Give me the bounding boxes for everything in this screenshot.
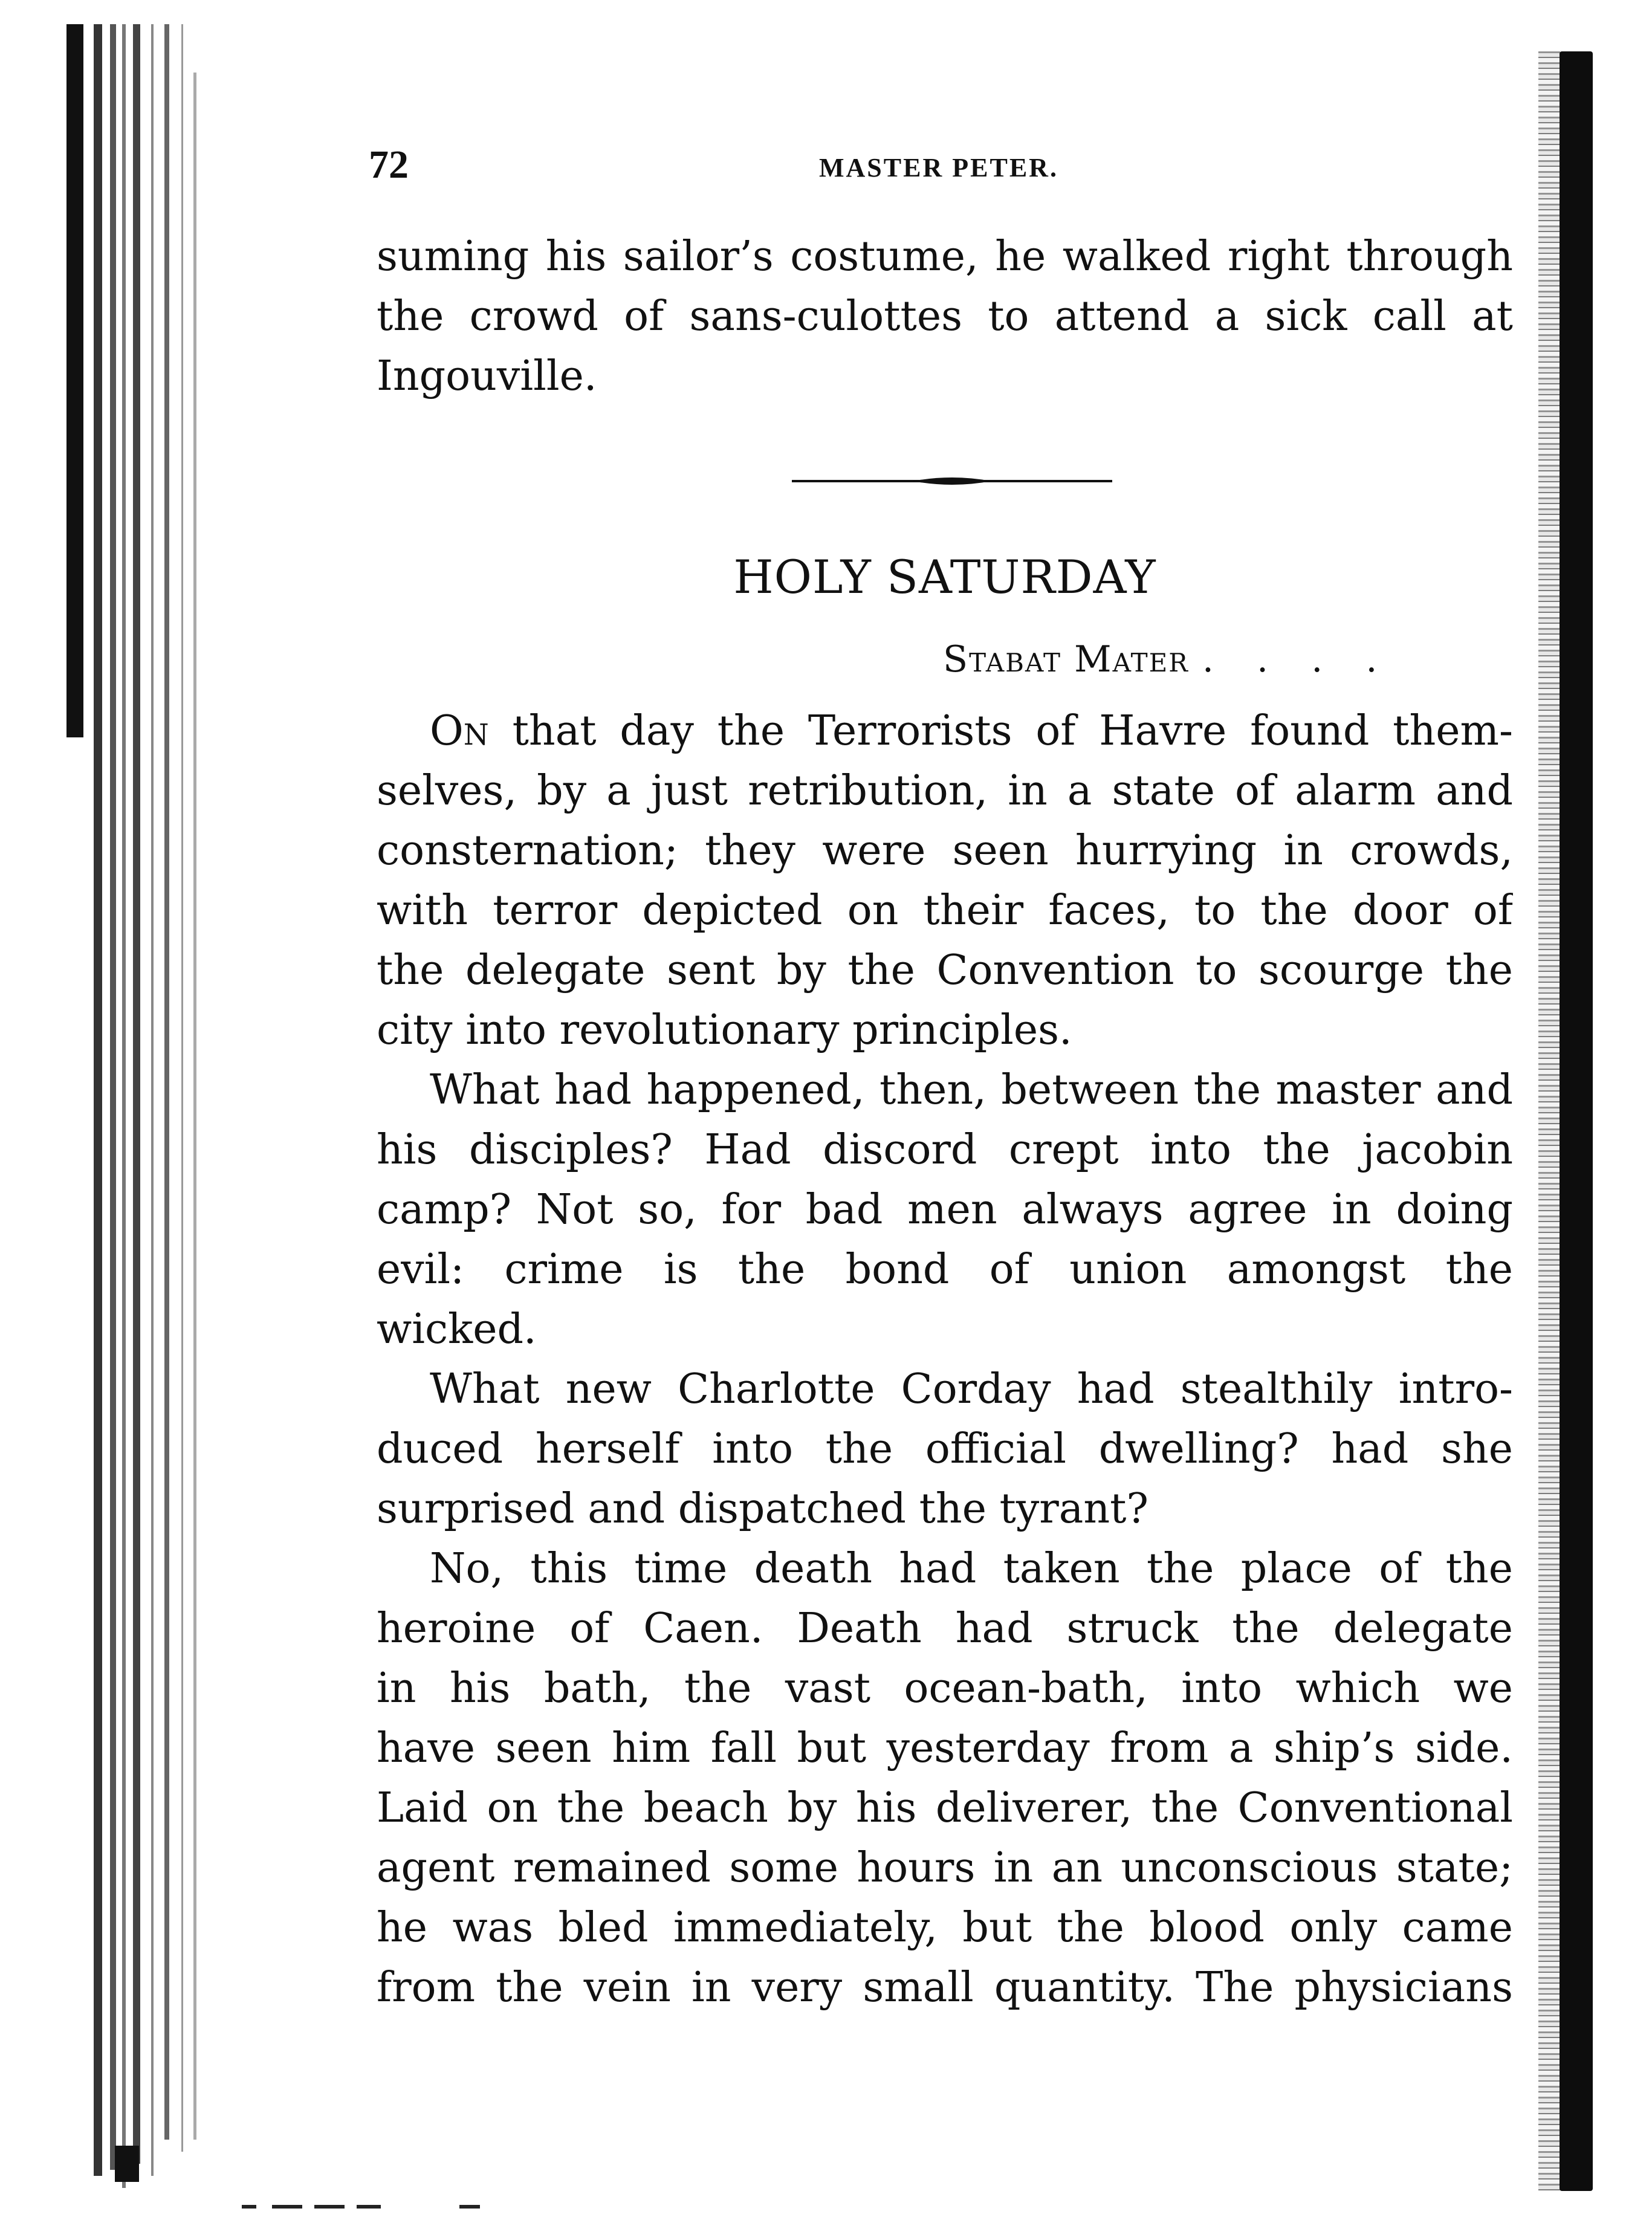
chapter-body xyxy=(377,701,1513,2018)
text-line xyxy=(377,701,1513,761)
section-divider-ornament xyxy=(792,475,1112,487)
text-line: What new Charlotte Corday had stealthily intro- xyxy=(430,1365,1513,1413)
continuation-paragraph xyxy=(377,227,1513,406)
text-line: from the vein in very small quantity. The physicians xyxy=(377,1964,1513,2011)
text-line: city into revolutionary principles. xyxy=(377,1006,1072,1054)
text-line: No, this time death had taken the place of the xyxy=(430,1545,1513,1593)
text-line: he was bled immediately, but the blood only came xyxy=(377,1904,1513,1952)
text-line: in his bath, the vast ocean-bath, into which we xyxy=(377,1665,1513,1712)
text-line: wicked. xyxy=(377,1306,537,1353)
chapter-heading: HOLY SATURDAY xyxy=(733,550,1156,604)
text-line: the delegate sent by the Convention to scourge the xyxy=(377,947,1513,994)
text-line-rest: that day the Terrorists of Havre found them- xyxy=(512,707,1513,755)
text-line: have seen him fall but yesterday from a ship’s side. xyxy=(377,1724,1513,1772)
text-line: duced herself into the official dwelling? had she xyxy=(377,1425,1513,1473)
text-line: consternation; they were seen hurrying in crowds, xyxy=(377,827,1513,875)
text-line: suming his sailor’s costume, he walked right through xyxy=(377,233,1513,280)
running-title: MASTER PETER. xyxy=(819,153,1058,183)
text-line: with terror depicted on their faces, to the door of xyxy=(377,887,1513,934)
epigraph xyxy=(943,632,1393,687)
page-binding-edge-right xyxy=(1538,51,1593,2191)
epigraph-text: Stabat Mater xyxy=(943,638,1189,681)
page-binding-edge-left xyxy=(66,24,206,2194)
running-header xyxy=(369,138,1523,192)
text-line: the crowd of sans-culottes to attend a sick call at xyxy=(377,293,1513,340)
epigraph-dots: . . . . xyxy=(1202,638,1393,681)
paragraph-lead-word: On xyxy=(430,707,489,755)
text-line: camp? Not so, for bad men always agree in doing xyxy=(377,1186,1513,1234)
text-line: Ingouville. xyxy=(377,352,597,400)
page-number: 72 xyxy=(369,143,409,187)
text-line: What had happened, then, between the master and xyxy=(430,1066,1513,1114)
text-line: Laid on the beach by his deliverer, the Conventional xyxy=(377,1784,1513,1832)
text-line: his disciples? Had discord crept into the jacobin xyxy=(377,1126,1513,1174)
text-line: agent remained some hours in an unconscious state; xyxy=(377,1844,1513,1892)
text-line: evil: crime is the bond of union amongst the xyxy=(377,1246,1513,1293)
scan-artifact-dashes xyxy=(242,2205,502,2209)
text-line: selves, by a just retribution, in a state of alarm and xyxy=(377,767,1513,815)
text-line: heroine of Caen. Death had struck the delegate xyxy=(377,1605,1513,1652)
text-line: surprised and dispatched the tyrant? xyxy=(377,1485,1148,1533)
